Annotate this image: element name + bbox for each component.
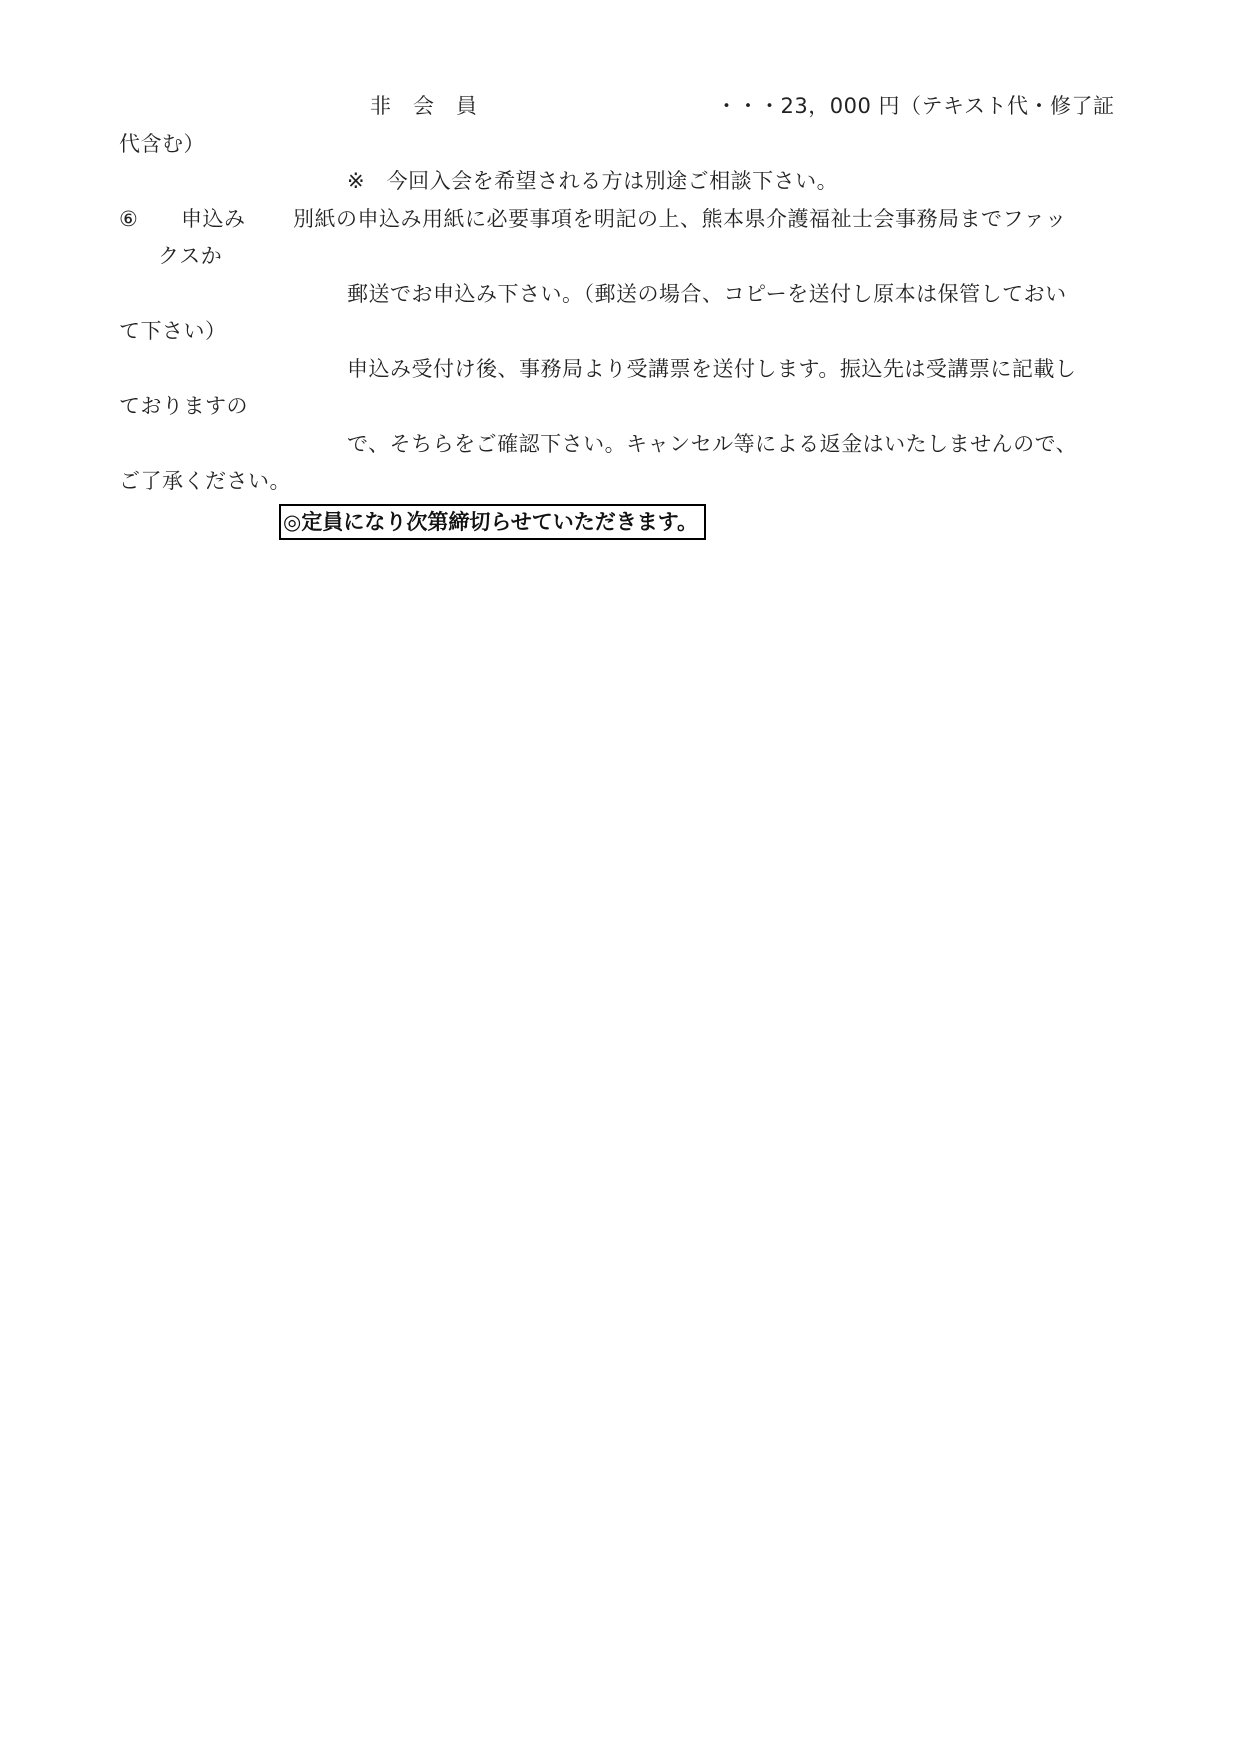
application-text-line-3-continued: ておりますの (119, 394, 248, 418)
application-text-line-2-continued: て下さい） (119, 319, 227, 343)
fee-note: ※ 今回入会を希望される方は別途ご相談下さい。 (347, 169, 839, 193)
application-text-line-3: 申込み受付け後、事務局より受講票を送付します。振込先は受講票に記載し (347, 357, 1077, 381)
deadline-notice: ◎定員になり次第締切らせていただきます。 (279, 504, 706, 540)
section-number: ⑥ (119, 207, 139, 231)
application-text-line-1: 別紙の申込み用紙に必要事項を明記の上、熊本県介護福祉士会事務局までファッ (293, 207, 1067, 231)
application-text-line-4: で、そちらをご確認下さい。キャンセル等による返金はいたしませんので、 (347, 432, 1078, 456)
application-text-line-1-continued: クスか (158, 244, 223, 268)
fee-category: 非 会 員 (370, 94, 478, 118)
application-text-line-2: 郵送でお申込み下さい。（郵送の場合、コピーを送付し原本は保管しておい (347, 282, 1067, 306)
application-text-line-4-continued: ご了承ください。 (119, 469, 291, 493)
fee-amount: ・・・23，000 円（テキスト代・修了証 (716, 94, 1115, 118)
section-label: 申込み (181, 207, 246, 231)
fee-amount-continued: 代含む） (119, 132, 205, 156)
